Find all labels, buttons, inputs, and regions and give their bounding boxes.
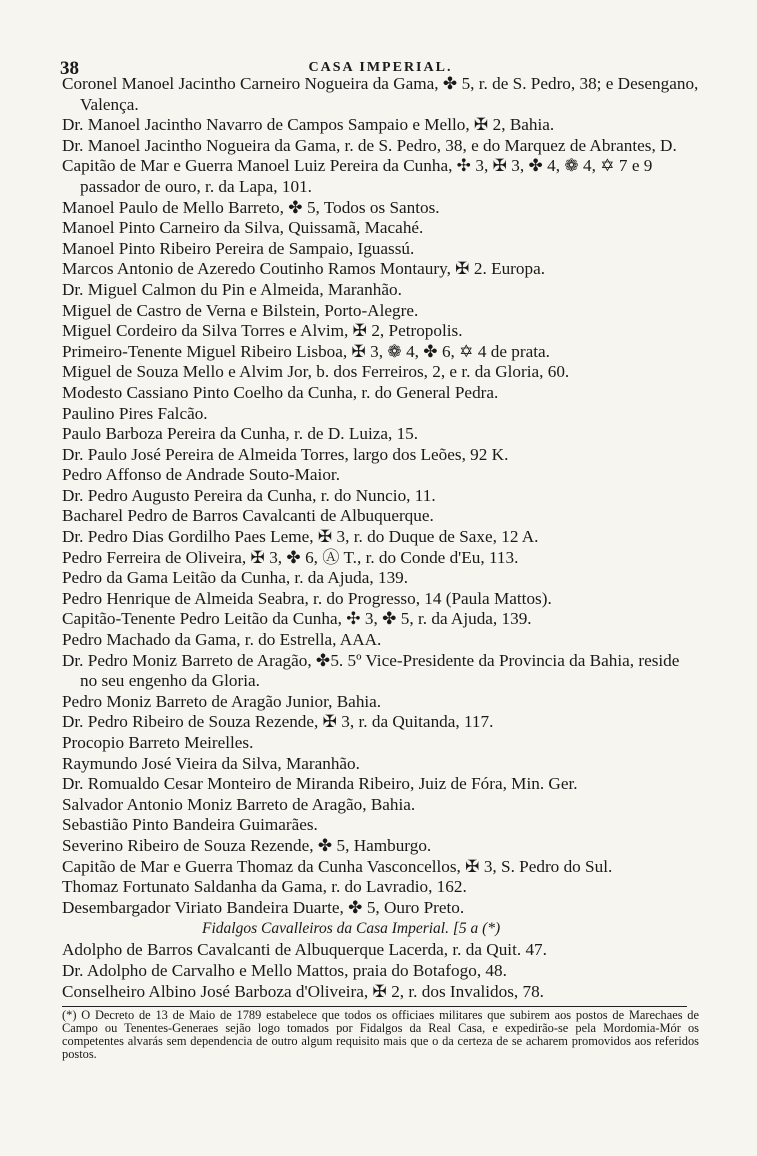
list-item: Severino Ribeiro de Souza Rezende, ✤ 5, Hamburgo.: [62, 835, 432, 855]
list-item: Pedro da Gama Leitão da Cunha, r. da Ajuda, 139.: [62, 568, 409, 588]
list-item: Dr. Adolpho de Carvalho e Mello Mattos, praia do Botafogo, 48.: [62, 960, 507, 980]
list-item: Thomaz Fortunato Saldanha da Gama, r. do Lavradio, 162.: [62, 877, 467, 897]
list-item: Marcos Antonio de Azeredo Coutinho Ramos Montaury, ✠ 2. Europa.: [62, 259, 546, 279]
list-item: Manoel Paulo de Mello Barreto, ✤ 5, Todos os Santos.: [62, 197, 440, 217]
list-item: Dr. Manoel Jacintho Nogueira da Gama, r. de S. Pedro, 38, e do Marquez de Abrantes, D.: [62, 135, 677, 155]
page-header: [60, 48, 699, 79]
footnote: (*) O Decreto de 13 de Maio de 1789 estabelece que todos os officiaes militares que subirem aos postos de Marechaes de Campo ou Tenentes-Generaes sejão logo tomados por Fidalgos da Real Casa, e expedirão-se pela Mordomia-Mór os competentes alvarás sem dependencia de outro algum requisito mais que o da certeza de se acharem promovidos aos referidos postos.: [62, 1008, 699, 1061]
list-item: Capitão de Mar e Guerra Thomaz da Cunha Vasconcellos, ✠ 3, S. Pedro do Sul.: [62, 856, 613, 876]
list-item: Capitão de Mar e Guerra Manoel Luiz Pereira da Cunha, ✣ 3, ✠ 3, ✤ 4, ❁ 4, ✡ 7 e 9 passador de ouro, r. da Lapa, 101.: [62, 156, 653, 196]
list-item: Dr. Paulo José Pereira de Almeida Torres, largo dos Leões, 92 K.: [62, 444, 509, 464]
list-item: Dr. Manoel Jacintho Navarro de Campos Sampaio e Mello, ✠ 2, Bahia.: [62, 115, 555, 135]
list-item: Coronel Manoel Jacintho Carneiro Nogueira da Gama, ✤ 5, r. de S. Pedro, 38; e Desengano, Valença.: [62, 74, 699, 114]
running-title: CASA IMPERIAL.: [308, 60, 453, 75]
list-item: Modesto Cassiano Pinto Coelho da Cunha, r. do General Pedra.: [62, 382, 499, 402]
page-number: 38: [60, 58, 79, 79]
section-entry-list: [62, 940, 699, 1002]
list-item: Bacharel Pedro de Barros Cavalcanti de Albuquerque.: [62, 506, 434, 526]
list-item: Manoel Pinto Carneiro da Silva, Quissamã, Macahé.: [62, 218, 424, 238]
list-item: Pedro Moniz Barreto de Aragão Junior, Bahia.: [62, 691, 382, 711]
list-item: Salvador Antonio Moniz Barreto de Aragão, Bahia.: [62, 794, 416, 814]
list-item: Capitão-Tenente Pedro Leitão da Cunha, ✣ 3, ✤ 5, r. da Ajuda, 139.: [62, 609, 532, 629]
list-item: Pedro Affonso de Andrade Souto-Maior.: [62, 465, 340, 485]
list-item: Conselheiro Albino José Barboza d'Oliveira, ✠ 2, r. dos Invalidos, 78.: [62, 981, 544, 1001]
list-item: Dr. Pedro Dias Gordilho Paes Leme, ✠ 3, r. do Duque de Saxe, 12 A.: [62, 527, 539, 547]
list-item: Primeiro-Tenente Miguel Ribeiro Lisboa, ✠ 3, ❁ 4, ✤ 6, ✡ 4 de prata.: [62, 341, 550, 361]
list-item: Paulo Barboza Pereira da Cunha, r. de D. Luiza, 15.: [62, 424, 419, 444]
list-item: Procopio Barreto Meirelles.: [62, 733, 254, 752]
list-item: Dr. Miguel Calmon du Pin e Almeida, Maranhão.: [62, 279, 402, 299]
list-item: Manoel Pinto Ribeiro Pereira de Sampaio, Iguassú.: [62, 238, 415, 258]
list-item: Desembargador Viriato Bandeira Duarte, ✤ 5, Ouro Preto.: [62, 897, 465, 917]
list-item: Miguel de Castro de Verna e Bilstein, Porto-Alegre.: [62, 300, 419, 320]
list-item: Miguel Cordeiro da Silva Torres e Alvim, ✠ 2, Petropolis.: [62, 321, 463, 341]
list-item: Pedro Machado da Gama, r. do Estrella, AAA.: [62, 630, 382, 650]
list-item: Raymundo José Vieira da Silva, Maranhão.: [62, 753, 360, 773]
entry-list: [62, 74, 699, 918]
list-item: Miguel de Souza Mello e Alvim Jor, b. dos Ferreiros, 2, e r. da Gloria, 60.: [62, 362, 570, 382]
list-item: Dr. Pedro Moniz Barreto de Aragão, ✤5. 5º Vice-Presidente da Provincia da Bahia, reside no seu engenho da Gloria.: [62, 650, 680, 691]
footnote-divider: [62, 1006, 687, 1007]
list-item: Sebastião Pinto Bandeira Guimarães.: [62, 815, 318, 835]
list-item: Pedro Ferreira de Oliveira, ✠ 3, ✤ 6, Ⓐ T., r. do Conde d'Eu, 113.: [62, 547, 519, 567]
list-item: Dr. Pedro Augusto Pereira da Cunha, r. do Nuncio, 11.: [62, 485, 436, 505]
section-heading: Fidalgos Cavalleiros da Casa Imperial. [5 a (*): [202, 920, 501, 938]
list-item: Adolpho de Barros Cavalcanti de Albuquerque Lacerda, r. da Quit. 47.: [62, 940, 547, 960]
list-item: Dr. Romualdo Cesar Monteiro de Miranda Ribeiro, Juiz de Fóra, Min. Ger.: [62, 774, 578, 794]
list-item: Pedro Henrique de Almeida Seabra, r. do Progresso, 14 (Paula Mattos).: [62, 588, 552, 608]
list-item: Dr. Pedro Ribeiro de Souza Rezende, ✠ 3, r. da Quitanda, 117.: [62, 712, 494, 732]
list-item: Paulino Pires Falcão.: [62, 403, 208, 423]
